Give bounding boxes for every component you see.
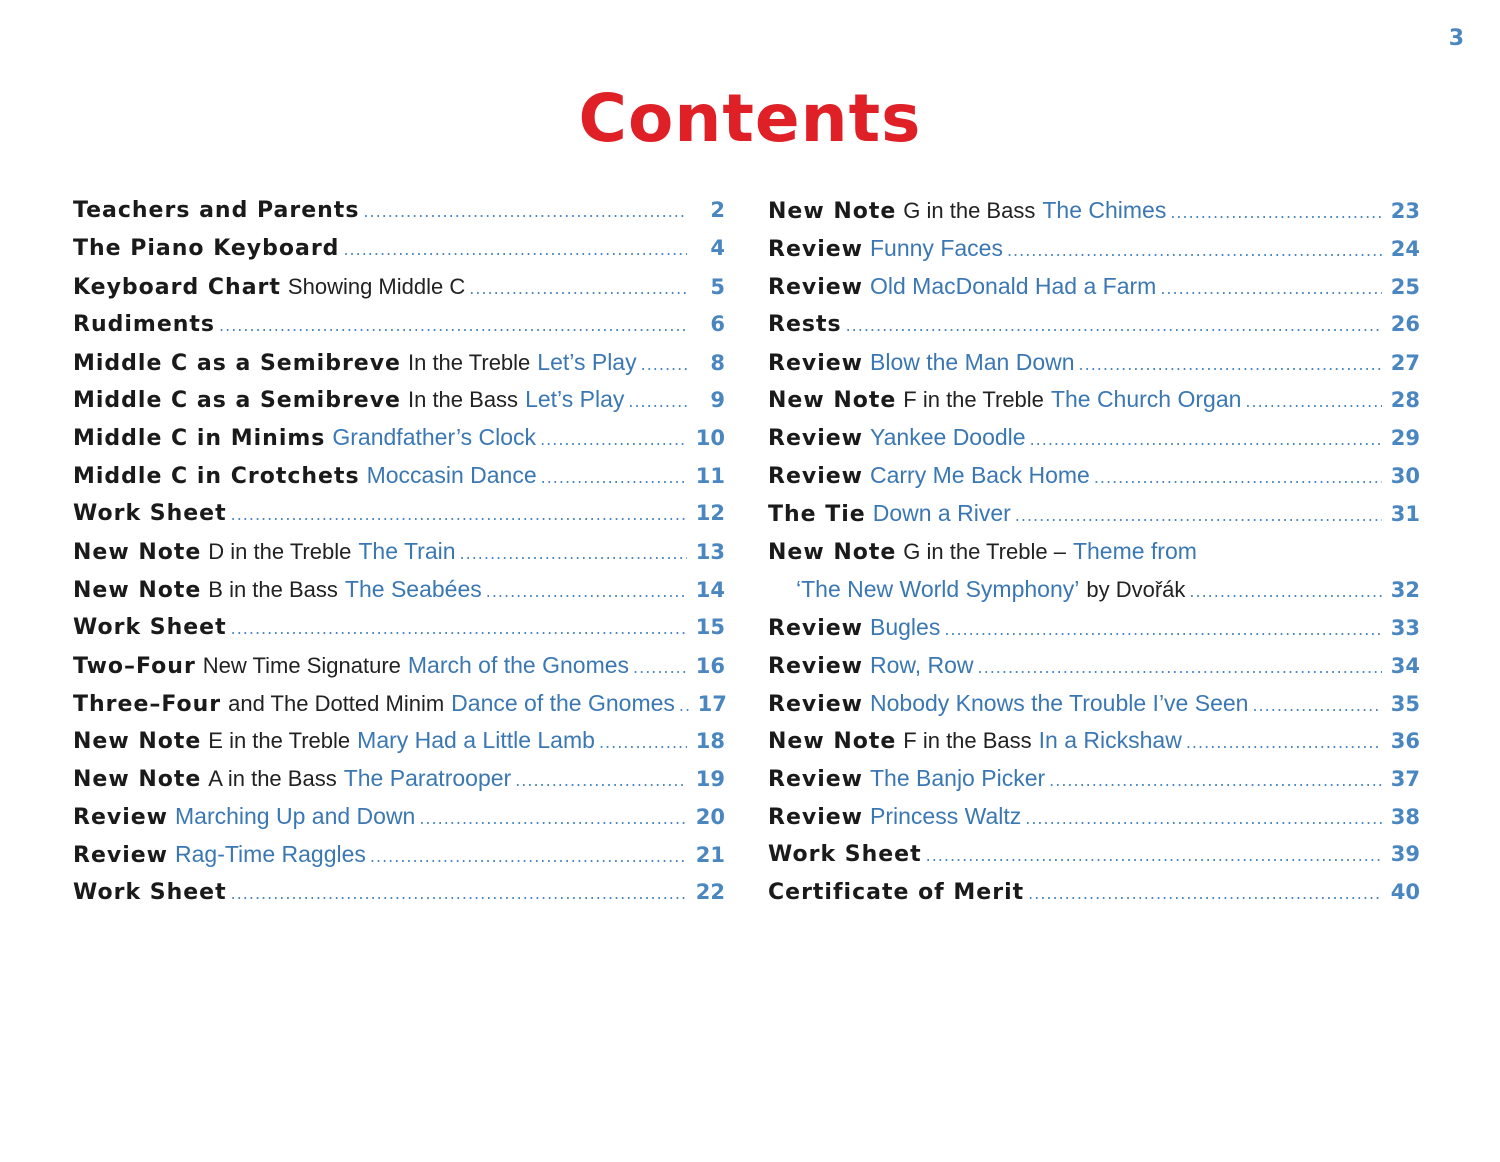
entry-page-number: 23 — [1390, 199, 1420, 223]
entry-heading: Keyboard Chart — [73, 274, 281, 300]
contents-entry[interactable] — [73, 533, 725, 571]
entry-description: and The Dotted Minim — [228, 690, 445, 716]
entry-piece-title: Row, Row — [870, 651, 974, 678]
entry-page-number: 39 — [1390, 842, 1420, 867]
entry-page-number: 30 — [1390, 464, 1420, 489]
entry-page-number: 35 — [1390, 691, 1420, 716]
entry-heading: Certificate of Merit — [768, 880, 1025, 906]
dot-leader — [363, 193, 687, 231]
entry-text — [768, 722, 1182, 761]
page-number: 3 — [1448, 26, 1464, 51]
entry-text — [768, 268, 1156, 307]
entry-text — [768, 306, 842, 344]
entry-text — [768, 609, 940, 648]
entry-text — [73, 192, 359, 230]
contents-entry[interactable] — [73, 647, 725, 685]
entry-text — [73, 306, 215, 344]
entry-text — [768, 760, 1045, 799]
entry-text — [768, 533, 1197, 572]
entry-heading: Review — [768, 464, 863, 490]
dot-leader — [1079, 346, 1382, 384]
entry-piece-title: Old MacDonald Had a Farm — [870, 272, 1157, 299]
entry-heading: Work Sheet — [768, 842, 922, 868]
entry-heading: Middle C as a Semibreve — [73, 350, 401, 376]
contents-entry[interactable] — [768, 495, 1420, 533]
entry-page-number: 25 — [1390, 274, 1420, 299]
entry-page-number: 36 — [1390, 729, 1420, 754]
dot-leader — [944, 611, 1382, 649]
contents-entry[interactable] — [768, 571, 1420, 609]
contents-entry[interactable] — [768, 647, 1420, 685]
dot-leader — [633, 649, 687, 687]
entry-piece-title: March of the Gnomes — [407, 651, 630, 678]
entry-text — [73, 571, 482, 610]
dot-leader — [599, 724, 687, 762]
entry-text — [73, 457, 537, 496]
entry-heading: Middle C as a Semibreve — [73, 388, 401, 414]
dot-leader — [1030, 421, 1382, 459]
entry-text — [768, 571, 1185, 610]
entry-heading: Review — [768, 350, 863, 376]
entry-page-number: 16 — [695, 653, 725, 678]
contents-left-column — [73, 192, 725, 912]
entry-heading: Review — [768, 691, 863, 717]
entry-heading: Middle C in Minims — [73, 426, 326, 452]
contents-entry[interactable] — [73, 495, 725, 533]
entry-page-number: 4 — [710, 235, 725, 260]
entry-page-number: 19 — [695, 767, 725, 792]
entry-heading: Review — [768, 236, 863, 262]
entry-page-number: 37 — [1390, 767, 1420, 792]
entry-page-number: 14 — [695, 577, 725, 602]
entry-piece-title: Yankee Doodle — [870, 424, 1026, 451]
dot-leader — [1094, 459, 1382, 497]
dot-leader — [1015, 497, 1382, 535]
contents-entry[interactable] — [73, 571, 725, 609]
entry-heading: Review — [73, 843, 168, 869]
dot-leader — [978, 649, 1382, 687]
entry-text — [73, 722, 595, 761]
dot-leader — [628, 383, 687, 421]
entry-heading: Review — [768, 653, 863, 679]
entry-heading: New Note — [768, 729, 897, 755]
contents-entry[interactable] — [768, 268, 1420, 306]
contents-entry[interactable] — [73, 268, 725, 306]
entry-page-number: 38 — [1390, 805, 1420, 830]
entry-text — [73, 230, 339, 268]
contents-entry[interactable] — [768, 381, 1420, 419]
entry-piece-title: The Train — [358, 538, 456, 565]
contents-entry[interactable] — [73, 344, 725, 382]
dot-leader — [1189, 573, 1382, 611]
entry-text — [768, 192, 1166, 231]
entry-page-number: 18 — [695, 729, 725, 754]
entry-piece-title: Carry Me Back Home — [870, 462, 1090, 489]
contents-entry[interactable] — [73, 192, 725, 230]
contents-entry[interactable] — [768, 344, 1420, 382]
entry-text — [73, 419, 536, 458]
contents-entry[interactable] — [73, 381, 725, 419]
entry-text — [768, 495, 1011, 534]
entry-text — [73, 685, 675, 724]
dot-leader — [231, 496, 687, 534]
entry-heading: Two–Four — [73, 653, 196, 679]
entry-piece-title: Rag-Time Raggles — [175, 841, 366, 868]
entry-text — [768, 344, 1075, 383]
entry-heading: New Note — [768, 199, 897, 224]
entry-piece-title: Let’s Play — [525, 386, 625, 413]
page-title: Contents — [578, 80, 922, 157]
entry-piece-title: The Paratrooper — [343, 765, 512, 792]
entry-heading: New Note — [73, 577, 202, 603]
entry-text — [768, 457, 1090, 496]
entry-description: D in the Treble — [208, 539, 352, 565]
entry-description: G in the Treble – — [903, 539, 1066, 565]
entry-heading: New Note — [73, 729, 202, 755]
dot-leader — [231, 610, 687, 648]
contents-entry[interactable] — [768, 798, 1420, 836]
entry-piece-title: Dance of the Gnomes — [451, 689, 675, 716]
contents-entry[interactable] — [768, 306, 1420, 344]
contents-entry[interactable] — [768, 419, 1420, 457]
contents-entry[interactable] — [73, 457, 725, 495]
entry-heading: The Tie — [768, 502, 866, 528]
entry-piece-title: Moccasin Dance — [366, 462, 537, 489]
dot-leader — [219, 307, 687, 345]
entry-text — [768, 874, 1024, 912]
entry-heading: Middle C in Crotchets — [73, 464, 360, 490]
dot-leader — [231, 875, 687, 913]
entry-heading: Three–Four — [73, 691, 222, 717]
entry-page-number: 28 — [1390, 388, 1420, 413]
entry-heading: New Note — [768, 540, 897, 566]
entry-piece-title: Down a River — [872, 500, 1011, 527]
contents-entry[interactable] — [768, 533, 1420, 571]
entry-heading: The Piano Keyboard — [73, 235, 340, 261]
dot-leader — [486, 573, 687, 611]
entry-page-number: 20 — [695, 805, 725, 830]
entry-page-number: 12 — [695, 501, 725, 526]
entry-page-number: 6 — [710, 311, 725, 336]
contents-entry[interactable] — [768, 230, 1420, 268]
dot-leader — [419, 800, 687, 838]
entry-page-number: 26 — [1390, 311, 1420, 336]
entry-page-number: 33 — [1390, 615, 1420, 640]
entry-page-number: 27 — [1390, 350, 1420, 375]
dot-leader — [370, 838, 687, 876]
entry-heading: New Note — [73, 540, 202, 566]
dot-leader — [1170, 194, 1382, 232]
entry-piece-title: The Seabées — [344, 575, 482, 602]
entry-text — [73, 533, 456, 572]
dot-leader — [679, 687, 689, 725]
contents-entry[interactable] — [73, 230, 725, 268]
entry-description: E in the Treble — [208, 728, 351, 754]
contents-entry[interactable] — [768, 192, 1420, 230]
entry-piece-title: Mary Had a Little Lamb — [357, 727, 595, 754]
entry-description: In the Treble — [407, 349, 531, 375]
entry-page-number: 29 — [1390, 426, 1420, 451]
entry-piece-title: Blow the Man Down — [870, 348, 1075, 375]
dot-leader — [1028, 875, 1382, 913]
entry-page-number: 17 — [697, 691, 727, 716]
entry-piece-title: Theme from — [1072, 538, 1197, 565]
entry-description: Showing Middle C — [287, 273, 466, 299]
dot-leader — [460, 535, 687, 573]
entry-text — [73, 609, 227, 647]
entry-piece-title: ‘The New World Symphony’ — [796, 575, 1080, 602]
entry-heading: Review — [768, 274, 863, 300]
contents-entry[interactable] — [73, 609, 725, 647]
entry-heading: Review — [768, 426, 863, 452]
entry-piece-title: Grandfather’s Clock — [332, 424, 537, 451]
entry-piece-title: Funny Faces — [870, 234, 1003, 261]
entry-text — [73, 836, 366, 875]
entry-text — [73, 874, 227, 912]
entry-heading: Work Sheet — [73, 880, 227, 906]
contents-entry[interactable] — [768, 760, 1420, 798]
entry-text — [73, 798, 415, 837]
contents-entry[interactable] — [73, 760, 725, 798]
entry-text — [73, 647, 629, 686]
contents-entry[interactable] — [73, 874, 725, 912]
dot-leader — [1049, 762, 1382, 800]
entry-text — [768, 798, 1021, 837]
entry-heading: Review — [768, 805, 863, 831]
contents-entry[interactable] — [73, 419, 725, 457]
entry-piece-title: The Chimes — [1042, 197, 1167, 223]
entry-description: New Time Signature — [202, 652, 401, 678]
dot-leader — [1025, 800, 1382, 838]
contents-entry[interactable] — [73, 685, 725, 723]
entry-page-number: 5 — [710, 274, 725, 299]
entry-description: B in the Bass — [208, 576, 338, 602]
contents-entry[interactable] — [768, 609, 1420, 647]
entry-piece-title: The Church Organ — [1050, 386, 1242, 413]
contents-entry[interactable] — [73, 836, 725, 874]
entry-piece-title: Nobody Knows the Trouble I’ve Seen — [870, 689, 1249, 716]
dot-leader — [469, 270, 687, 308]
contents-entry[interactable] — [768, 836, 1420, 874]
dot-leader — [515, 762, 687, 800]
entry-page-number: 2 — [710, 198, 725, 222]
entry-description: In the Bass — [407, 387, 519, 413]
entry-text — [768, 419, 1026, 458]
entry-page-number: 9 — [710, 388, 725, 413]
entry-page-number: 24 — [1390, 236, 1420, 261]
contents-entry[interactable] — [768, 874, 1420, 912]
entry-heading: Review — [768, 767, 863, 793]
entry-page-number: 32 — [1390, 577, 1420, 602]
entry-text — [73, 344, 637, 383]
entry-composer: by Dvořák — [1086, 576, 1186, 602]
entry-heading: New Note — [73, 767, 202, 793]
dot-leader — [540, 421, 687, 459]
dot-leader — [846, 307, 1382, 345]
entry-text — [768, 685, 1248, 724]
dot-leader — [641, 346, 687, 384]
dot-leader — [343, 231, 687, 269]
entry-page-number: 21 — [695, 843, 725, 868]
entry-piece-title: Bugles — [870, 613, 941, 640]
entry-page-number: 11 — [695, 464, 725, 489]
entry-heading: Teachers and Parents — [73, 198, 360, 223]
entry-page-number: 40 — [1390, 880, 1420, 905]
contents-entry[interactable] — [73, 798, 725, 836]
contents-right-column — [768, 192, 1420, 912]
contents-entry[interactable] — [73, 722, 725, 760]
entry-description: F in the Treble — [903, 387, 1044, 413]
entry-heading: Review — [768, 615, 863, 641]
entry-heading: Work Sheet — [73, 501, 227, 527]
entry-page-number: 8 — [710, 350, 725, 375]
entry-page-number: 10 — [695, 426, 725, 451]
entry-text — [768, 230, 1003, 269]
entry-heading: Rudiments — [73, 311, 216, 337]
entry-text — [73, 760, 511, 799]
entry-piece-title: Let’s Play — [537, 348, 637, 375]
contents-entry[interactable] — [768, 722, 1420, 760]
entry-page-number: 13 — [695, 540, 725, 565]
entry-heading: New Note — [768, 388, 897, 414]
contents-entry[interactable] — [768, 685, 1420, 723]
entry-description: A in the Bass — [208, 766, 337, 792]
entry-text — [768, 836, 922, 874]
entry-piece-title: The Banjo Picker — [870, 765, 1046, 792]
entry-text — [768, 381, 1241, 420]
entry-heading: Review — [73, 805, 168, 831]
entry-description: F in the Bass — [903, 728, 1032, 754]
entry-page-number: 34 — [1390, 653, 1420, 678]
contents-entry[interactable] — [768, 457, 1420, 495]
dot-leader — [1245, 383, 1382, 421]
entry-text — [768, 647, 974, 686]
entry-page-number: 31 — [1390, 502, 1420, 527]
dot-leader — [1252, 687, 1382, 725]
entry-description: G in the Bass — [903, 198, 1036, 223]
dot-leader — [1007, 232, 1382, 270]
entry-piece-title: Marching Up and Down — [175, 803, 416, 830]
entry-text — [73, 495, 227, 533]
contents-entry[interactable] — [73, 306, 725, 344]
entry-text — [73, 268, 465, 307]
dot-leader — [541, 459, 687, 497]
dot-leader — [926, 837, 1382, 875]
entry-text — [73, 381, 624, 420]
entry-heading: Rests — [768, 311, 842, 337]
entry-piece-title: Princess Waltz — [870, 803, 1022, 830]
entry-page-number: 22 — [695, 880, 725, 905]
entry-heading: Work Sheet — [73, 614, 227, 640]
entry-piece-title: In a Rickshaw — [1038, 727, 1182, 754]
entry-page-number: 15 — [695, 614, 725, 639]
dot-leader — [1160, 270, 1382, 308]
dot-leader — [1186, 724, 1382, 762]
